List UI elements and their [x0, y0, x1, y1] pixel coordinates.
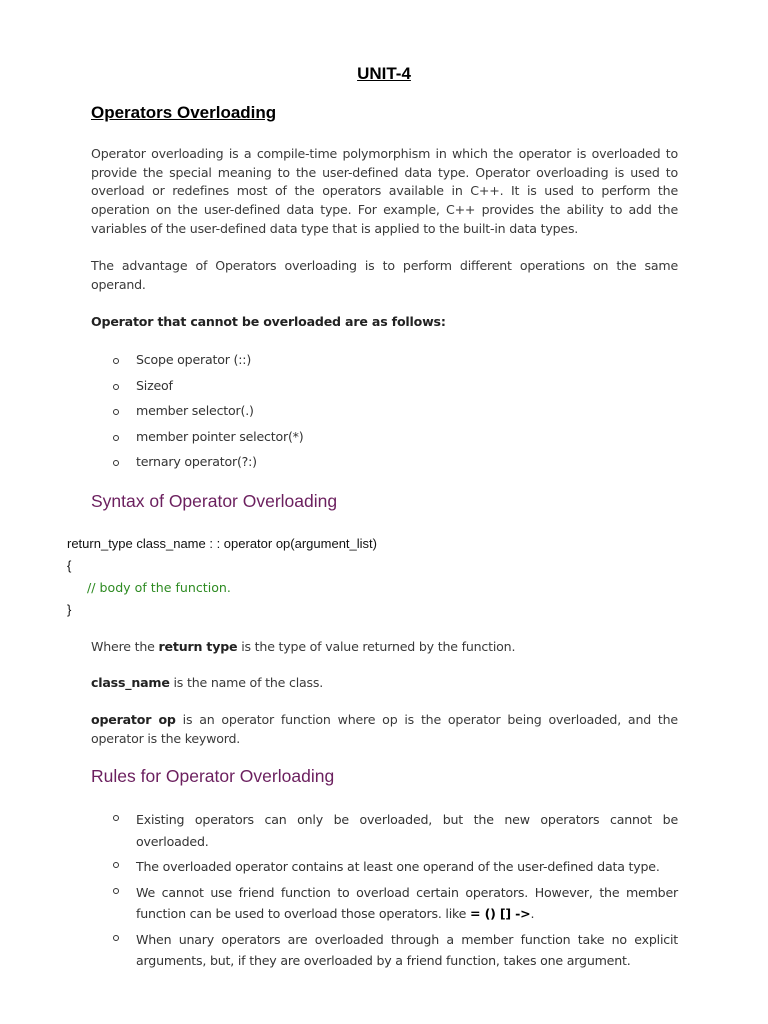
circle-bullet-icon [113, 358, 119, 364]
cannot-overload-heading: Operator that cannot be overloaded are as follows: [91, 314, 446, 329]
list-item: member pointer selector(*) [112, 429, 682, 455]
circle-bullet-icon [113, 409, 119, 415]
circle-bullet-icon [113, 888, 119, 894]
syntax-heading: Syntax of Operator Overloading [91, 491, 338, 511]
section-title: Operators Overloading [91, 103, 277, 122]
list-item: The overloaded operator contains at least one operand of the user-defined data type. [112, 856, 678, 878]
list-item: member selector(.) [112, 403, 682, 429]
circle-bullet-icon [113, 435, 119, 441]
circle-bullet-icon [113, 935, 119, 941]
rules-heading: Rules for Operator Overloading [91, 766, 335, 786]
list-item: When unary operators are overloaded through a member function take no explicit arguments, but, if they are overloaded by a friend function, takes one argument. [112, 929, 678, 972]
rules-list [112, 809, 678, 972]
circle-bullet-icon [113, 815, 119, 821]
cannot-overload-list [112, 352, 682, 480]
code-signature: return_type class_name : : operator op(argument_list) [67, 536, 377, 551]
list-item: Existing operators can only be overloaded, but the new operators cannot be overloaded. [112, 809, 678, 852]
syntax-code-block [67, 533, 377, 621]
list-item: ternary operator(?:) [112, 454, 682, 480]
operator-op-description: operator op is an operator function where op is the operator being overloaded, and the operator is the keyword. [91, 712, 678, 746]
circle-bullet-icon [113, 384, 119, 390]
circle-bullet-icon [113, 460, 119, 466]
class-name-description: class_name is the name of the class. [91, 675, 324, 690]
circle-bullet-icon [113, 862, 119, 868]
list-item: Sizeof [112, 378, 682, 404]
return-type-description: Where the return type is the type of value returned by the function. [91, 639, 516, 654]
code-close-brace: } [67, 602, 72, 617]
unit-title: UNIT-4 [357, 64, 411, 83]
intro-paragraph: Operator overloading is a compile-time polymorphism in which the operator is overloaded to provide the special meaning to the user-defined data type. Operator overloading is used to overload or redefines most of the operators available in C++. It is used to perform the operation on the user-defined data type. For example, C++ provides the ability to add the variables of the user-defined data type that is applied to the built-in data types. [91, 146, 678, 236]
list-item: We cannot use friend function to overload certain operators. However, the member function can be used to overload those operators. like = () [] ->. [112, 882, 678, 925]
list-item: Scope operator (::) [112, 352, 682, 378]
code-comment: // body of the function. [87, 580, 231, 595]
code-open-brace: { [67, 558, 72, 573]
advantage-paragraph: The advantage of Operators overloading is to perform different operations on the same operand. [91, 258, 678, 292]
